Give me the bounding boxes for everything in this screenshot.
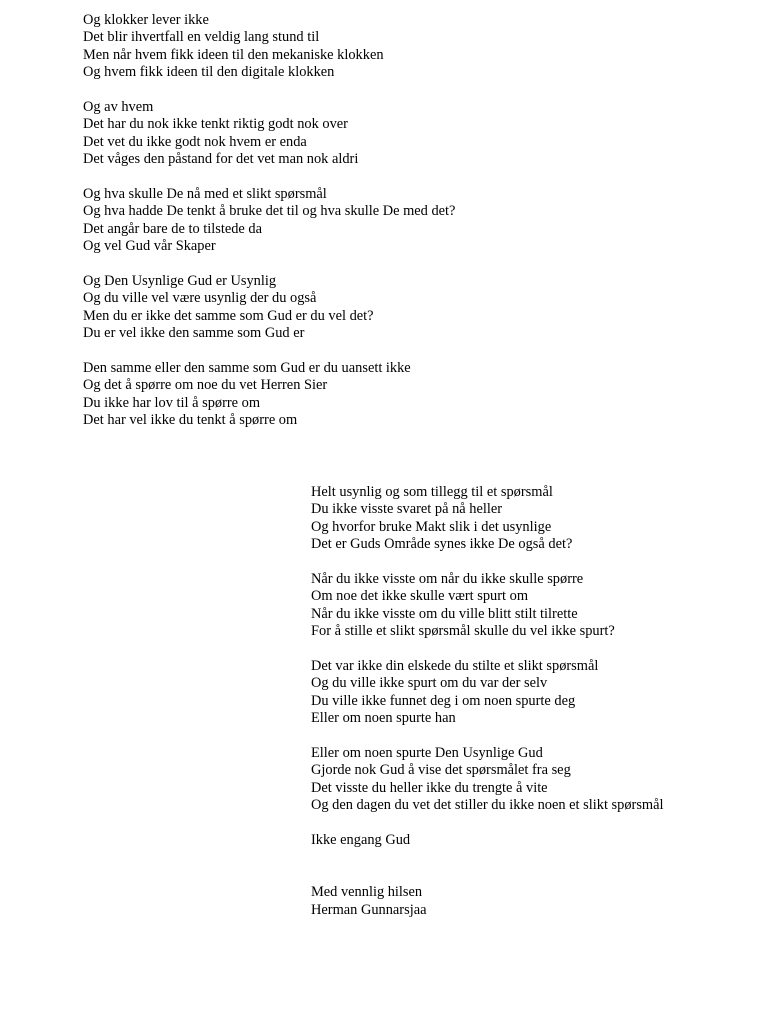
poem-line: Eller om noen spurte Den Usynlige Gud [311,745,543,762]
poem-line: Det angår bare de to tilstede da [83,220,263,237]
poem-line: Det vet du ikke godt nok hvem er enda [83,133,307,150]
signature-block [311,884,751,919]
poem-line: Når du ikke visste om du ville blitt stilt tilrette [311,605,578,622]
left-column [83,12,483,447]
poem-line: Du ikke har lov til å spørre om [83,394,261,411]
author-name: Herman Gunnarsjaa [311,901,427,918]
stanza [311,745,751,815]
poem-line: Og den dagen du vet det stiller du ikke noen et slikt spørsmål [311,797,664,814]
poem-line: Og du ville vel være usynlig der du også [83,290,317,307]
poem-line: Eller om noen spurte han [311,710,456,727]
poem-line: Men når hvem fikk ideen til den mekaniske klokken [83,46,384,63]
poem-line: Om noe det ikke skulle vært spurt om [311,588,529,605]
stanza [311,484,751,554]
poem-line: Og vel Gud vår Skaper [83,238,216,255]
poem-line: Det visste du heller ikke du trengte å vite [311,779,548,796]
stanza [311,832,751,849]
poem-line: Du ville ikke funnet deg i om noen spurte deg [311,692,576,709]
right-column [311,484,751,919]
poem-line: Og du ville ikke spurt om du var der selv [311,675,548,692]
poem-line: Det har du nok ikke tenkt riktig godt nok over [83,116,348,133]
poem-line: Og klokker lever ikke [83,12,209,28]
poem-line: Du ikke visste svaret på nå heller [311,501,503,518]
poem-line: Og av hvem [83,99,154,116]
poem-line: Det var ikke din elskede du stilte et slikt spørsmål [311,658,599,675]
stanza [83,360,483,430]
poem-line: Det blir ihvertfall en veldig lang stund til [83,29,320,46]
poem-line: Ikke engang Gud [311,832,411,849]
stanza [311,658,751,728]
poem-line: Og det å spørre om noe du vet Herren Sier [83,377,328,394]
poem-line: Helt usynlig og som tillegg til et spørsmål [311,484,553,500]
poem-line: Det har vel ikke du tenkt å spørre om [83,412,298,429]
poem-line: Du er vel ikke den samme som Gud er [83,325,305,342]
stanza [83,12,483,82]
stanza [311,571,751,641]
poem-line: Og hva skulle De nå med et slikt spørsmål [83,186,327,203]
poem-line: Det våges den påstand for det vet man nok aldri [83,151,359,168]
poem-line: Når du ikke visste om når du ikke skulle spørre [311,571,584,588]
poem-line: For å stille et slikt spørsmål skulle du vel ikke spurt? [311,623,615,640]
stanza [83,99,483,169]
stanza [83,186,483,256]
stanza [83,273,483,343]
poem-line: Og hva hadde De tenkt å bruke det til og hva skulle De med det? [83,203,456,220]
poem-line: Gjorde nok Gud å vise det spørsmålet fra seg [311,762,571,779]
poem-line: Den samme eller den samme som Gud er du uansett ikke [83,360,411,377]
closing-greeting: Med vennlig hilsen [311,884,423,901]
poem-line: Og hvem fikk ideen til den digitale klokken [83,64,335,81]
poem-line: Det er Guds Område synes ikke De også det? [311,536,573,553]
poem-line: Men du er ikke det samme som Gud er du vel det? [83,307,374,324]
poem-line: Og Den Usynlige Gud er Usynlig [83,273,277,290]
poem-line: Og hvorfor bruke Makt slik i det usynlige [311,518,552,535]
